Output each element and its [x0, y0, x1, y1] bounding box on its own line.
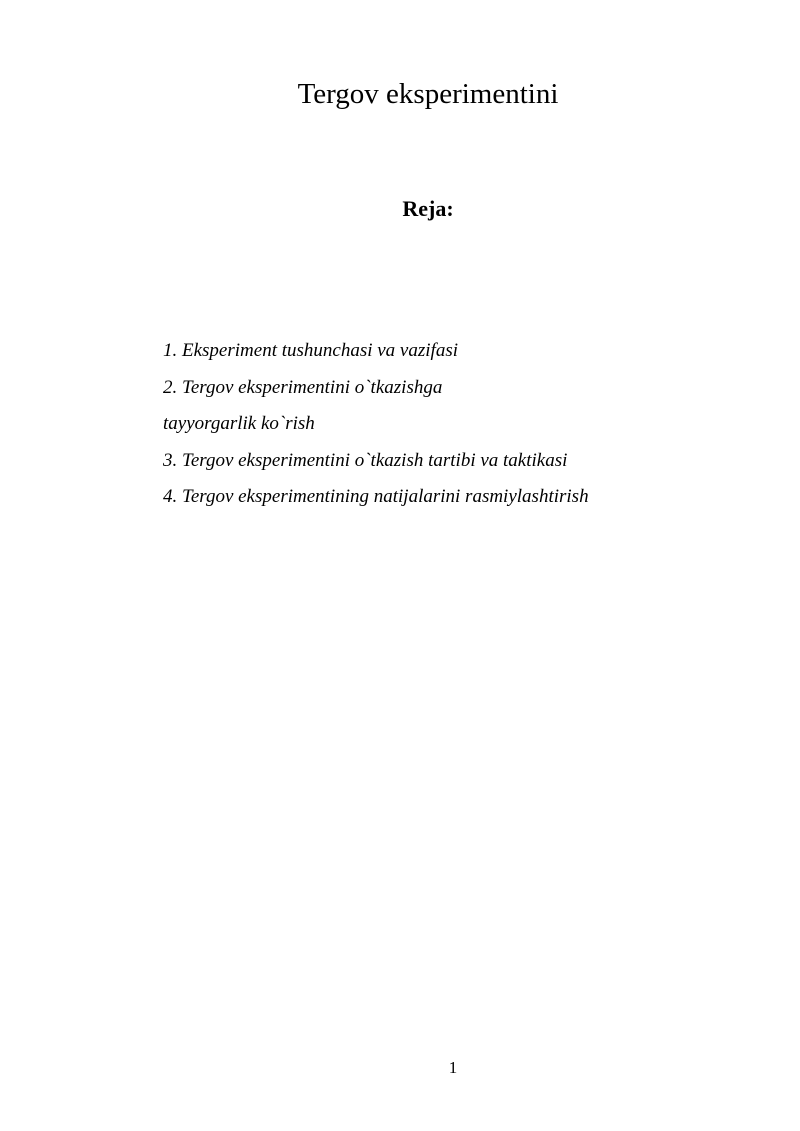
- plan-item-2: 2. Tergov eksperimentini o`tkazishga: [163, 376, 443, 398]
- page-number: 1: [448, 1058, 458, 1077]
- plan-list: [163, 333, 763, 516]
- plan-item-1: 1. Eksperiment tushunchasi va vazifasi: [163, 340, 458, 361]
- plan-heading: Reja:: [402, 196, 454, 221]
- document-title: Tergov eksperimentini: [297, 78, 559, 110]
- plan-item-4: 4. Tergov eksperimentining natijalarini rasmiylashtirish: [163, 486, 589, 507]
- plan-item-3: 3. Tergov eksperimentini o`tkazish tartibi va taktikasi: [163, 449, 568, 471]
- plan-item-2-continuation: tayyorgarlik ko`rish: [163, 413, 315, 434]
